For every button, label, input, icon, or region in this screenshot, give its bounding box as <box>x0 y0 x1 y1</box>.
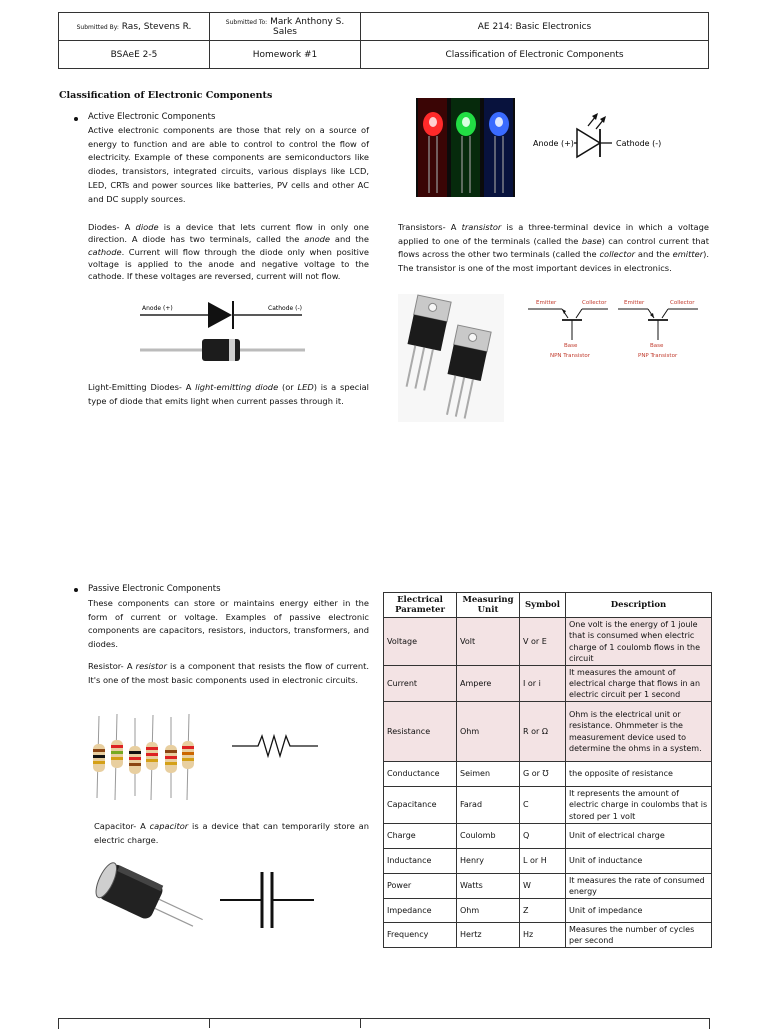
next-page-divider <box>209 1018 210 1028</box>
table-cell: C <box>520 787 566 824</box>
submitted-to-label: Submitted To: <box>225 18 268 26</box>
led-photo <box>416 98 515 197</box>
diode-anode-label: Anode (+) <box>142 305 173 312</box>
capacitor-term: capacitor <box>149 821 189 831</box>
capacitor-lead: Capacitor- A <box>94 821 150 831</box>
table-cell: Q <box>520 824 566 849</box>
table-row <box>384 702 712 762</box>
led-symbol <box>530 112 670 174</box>
diodes-text-1: is a device that lets current flow in only one direction. A diode has two terminals, called the <box>88 222 369 245</box>
table-cell: It measures the rate of consumed energy <box>566 874 712 899</box>
passive-body: These components can store or maintains energy either in the form of current or voltage. Examples of passive electronic components are capacitors, resistors, inductors, transformers, and diodes. <box>88 598 369 650</box>
column-header: Electrical Parameter <box>384 593 457 618</box>
led-text-1: (or <box>278 382 298 392</box>
table-cell: Unit of inductance <box>566 849 712 874</box>
led-anode-label: Anode (+) <box>533 139 574 148</box>
resistor-term: resistor <box>135 661 167 671</box>
table-cell: Coulomb <box>457 824 520 849</box>
transistors-text-3: and the <box>635 249 673 260</box>
table-row <box>384 923 712 948</box>
table-cell: Ohm <box>457 899 520 923</box>
resistor-photo <box>89 712 201 802</box>
table-cell: R or Ω <box>520 702 566 762</box>
electrical-parameters-table <box>383 592 712 948</box>
table-cell: Resistance <box>384 702 457 762</box>
led-paragraph <box>88 381 369 408</box>
transistor-photo <box>398 294 504 422</box>
table-cell: Inductance <box>384 849 457 874</box>
course-cell: AE 214: Basic Electronics <box>361 13 709 41</box>
submitted-by-value: Ras, Stevens R. <box>121 21 192 32</box>
table-header-row <box>384 593 712 618</box>
submitted-by-cell <box>59 13 210 41</box>
table-cell: One volt is the energy of 1 joule that is consumed when electric charge of 1 coulomb flows in the circuit <box>566 618 712 666</box>
diode-band <box>229 339 235 361</box>
header-table <box>58 12 709 69</box>
column-header: Measuring Unit <box>457 593 520 618</box>
pnp-caption: PNP Transistor <box>638 353 678 359</box>
table-cell: Ohm <box>457 702 520 762</box>
table-cell: Seimen <box>457 762 520 787</box>
table-row <box>384 618 712 666</box>
table-cell: Unit of electrical charge <box>566 824 712 849</box>
table-cell: It represents the amount of electric charge in coulombs that is stored per 1 volt <box>566 787 712 824</box>
topic-cell: Classification of Electronic Components <box>361 41 709 69</box>
table-row <box>384 824 712 849</box>
table-cell: Ampere <box>457 666 520 702</box>
transistors-text-1: is a three-terminal device in which a voltage applied to one of the terminals (called the <box>398 222 710 246</box>
table-cell: Capacitance <box>384 787 457 824</box>
resistor-text-1: is a component that resists the flow of current. It's one of the most basic components used in electronic circuits. <box>88 661 369 685</box>
table-cell: the opposite of resistance <box>566 762 712 787</box>
cathode-term: cathode <box>88 246 122 257</box>
led-text-2: ) is a special type of diode that emits light when current passes through it. <box>88 382 369 406</box>
pnp-base-label: Base <box>650 343 664 349</box>
column-header: Description <box>566 593 712 618</box>
capacitor-paragraph <box>94 820 369 847</box>
table-cell: Power <box>384 874 457 899</box>
base-term: base <box>581 235 602 246</box>
npn-caption: NPN Transistor <box>550 353 591 359</box>
capacitor-photo <box>89 858 209 944</box>
next-page-divider <box>360 1018 361 1028</box>
table-cell: V or E <box>520 618 566 666</box>
table-cell: Volt <box>457 618 520 666</box>
submitted-to-cell <box>210 13 361 41</box>
table-cell: Current <box>384 666 457 702</box>
table-row <box>384 874 712 899</box>
table-row <box>384 899 712 923</box>
diode-cathode-label: Cathode (-) <box>268 305 302 312</box>
transistors-paragraph <box>398 221 709 276</box>
collector-term: collector <box>599 249 636 260</box>
table-cell: It measures the amount of electrical charge that flows in an electric circuit per 1 second <box>566 666 712 702</box>
table-cell: Charge <box>384 824 457 849</box>
submitted-by-label: Submitted By: <box>76 23 119 31</box>
resistor-symbol <box>230 730 320 764</box>
emitter-term: emitter <box>672 249 704 260</box>
transistors-term: transistor <box>461 222 502 232</box>
table-row <box>384 849 712 874</box>
table-cell: G or ℧ <box>520 762 566 787</box>
diodes-text-2: and the <box>330 234 369 245</box>
active-heading: Active Electronic Components <box>88 112 216 122</box>
diodes-lead: Diodes- A <box>88 222 136 232</box>
active-body: Active electronic components are those that rely on a source of energy to function and are able to control to control the flow of electricity. Example of these components are semiconductors like diodes, transistors, integrated circuits, various displays like LCD, LED, CRTs and power sources like batteries, PV cells and other AC and DC supply sources. <box>88 125 369 204</box>
capacitor-text-1: is a device that can temporarily store an electric charge. <box>94 821 369 845</box>
submitted-to-value: Mark Anthony S. Sales <box>270 16 345 37</box>
assignment-cell: Homework #1 <box>210 41 361 69</box>
table-cell: Unit of impedance <box>566 899 712 923</box>
transistors-lead: Transistors- A <box>398 222 462 232</box>
diodes-paragraph <box>88 221 369 282</box>
led-lead: Light-Emitting Diodes- A <box>88 382 196 392</box>
led-cathode-label: Cathode (-) <box>616 139 662 148</box>
table-cell: Hz <box>520 923 566 948</box>
table-row <box>384 666 712 702</box>
capacitor-symbol <box>220 870 316 930</box>
npn-emitter-label: Emitter <box>536 300 557 306</box>
table-cell: L or H <box>520 849 566 874</box>
led-term: light-emitting diode <box>195 382 279 392</box>
table-cell: Ohm is the electrical unit or resistance. Ohmmeter is the measurement device used to determine the ohms in a system. <box>566 702 712 762</box>
diodes-term: diode <box>135 222 159 232</box>
pnp-emitter-label: Emitter <box>624 300 645 306</box>
table-cell: Measures the number of cycles per second <box>566 923 712 948</box>
document-title: Classification of Electronic Components <box>59 90 273 101</box>
column-header: Symbol <box>520 593 566 618</box>
table-cell: W <box>520 874 566 899</box>
table-cell: I or i <box>520 666 566 702</box>
npn-base-label: Base <box>564 343 578 349</box>
diodes-text-3: . Current will flow through the diode only when positive voltage is applied to the anode and negative voltage to the cathode. If these voltages are reversed, current will not flow. <box>88 246 369 282</box>
npn-collector-label: Collector <box>582 300 607 306</box>
table-cell: Henry <box>457 849 520 874</box>
table-cell: Farad <box>457 787 520 824</box>
table-cell: Frequency <box>384 923 457 948</box>
transistors-text-2: ) can control current that flows across the other two terminals (called the <box>398 235 710 260</box>
section-cell: BSAeE 2-5 <box>59 41 210 69</box>
bullet-dot <box>74 588 78 592</box>
led-abbr: LED <box>297 382 314 392</box>
transistor-symbols <box>526 296 706 364</box>
table-row <box>384 787 712 824</box>
bullet-dot <box>74 117 78 121</box>
table-cell: Watts <box>457 874 520 899</box>
table-cell: Conductance <box>384 762 457 787</box>
table-row <box>384 762 712 787</box>
resistor-paragraph <box>88 660 369 687</box>
transistors-text-4: ). The transistor is one of the most important devices in electronics. <box>398 249 710 274</box>
table-cell: Z <box>520 899 566 923</box>
table-cell: Voltage <box>384 618 457 666</box>
diode-figure <box>140 297 305 369</box>
table-cell: Impedance <box>384 899 457 923</box>
passive-heading: Passive Electronic Components <box>88 584 221 594</box>
anode-term: anode <box>304 234 331 245</box>
resistor-lead: Resistor- A <box>88 661 136 671</box>
table-cell: Hertz <box>457 923 520 948</box>
pnp-collector-label: Collector <box>670 300 695 306</box>
